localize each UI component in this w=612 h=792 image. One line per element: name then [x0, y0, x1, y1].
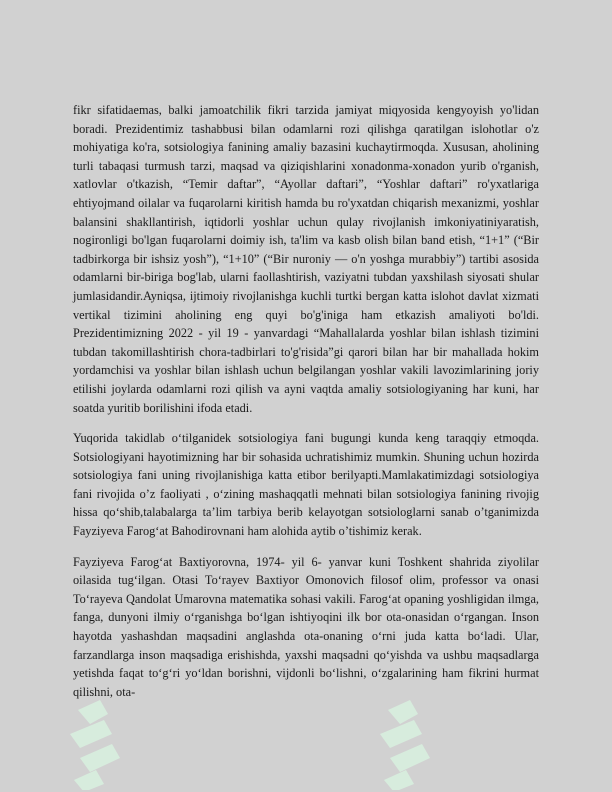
- paragraph-1: fikr sifatidaemas, balki jamoatchilik fikri tarzida jamiyat miqyosida kengyoyish yo'lidan boradi. Prezidentimiz tashabbusi bilan odamlarni rozi qilishga qaratilgan islohotlar o'z mohiyatiga ko'ra, sotsiologiya fanining amaliy bazasini kuchaytirmoqda. Xususan, aholining turli tabaqasi turmush tarzi, maqsad va qiziqishlarini xonadonma-xonadon yurib o'rganish, xatlovlar o'tkazish, “Temir daftar”, “Ayollar daftari”, “Yoshlar daftari” ro'yxatlariga ehtiyojmand oilalar va fuqarolarni kiritish hamda bu ro'yxatdan chiqarish mexanizmi, yoshlar balansini shakllantirish, iqtidorli yoshlar uchun qulay rivojlanish imkoniyatiniyaratish, nogironligi bo'lgan fuqarolarni doimiy ish, ta'lim va kasb olish bilan band etish, “1+1” (“Bir tadbirkorga bir ishsiz yosh”), “1+10” (“Bir nuroniy — o'n yoshga murabbiy”) tartibi asosida odamlarni bir-biriga bog'lab, ularni faollashtirish, vaziyatni tubdan yaxshilash siyosati shular jumlasidandir.Ayniqsa, ijtimoiy rivojlanishga kuchli turtki bergan katta islohot davlat xizmati vertikal tizimini aholining eng quyi bo'g'iniga ham etkazish amaliyoti bo'ldi. Prezidentimizning 2022 - yil 19 - yanvardagi “Mahallalarda yoshlar bilan ishlash tizimini tubdan takomillashtirish chora-tadbirlari to'g'risida”gi qarori bilan har bir mahallada hokim yordamchisi va yoshlar bilan ishlash uchun belgilangan yoshlar vakili lavozimlarining joriy etilishi joylarda odamlarni rozi qilish va ayni vaqtda amaliy sotsiologiyaning har kuni, har soatda yuritib borilishini ifoda etadi.: [73, 103, 539, 415]
- paragraph-2: Yuqorida takidlab o‘tilganidek sotsiologiya fani bugungi kunda keng taraqqiy etmoqda. Sotsiologiyani hayotimizning har bir sohasida uchratishimiz mumkin. Shuning uchun hozirda sotsiologiya fani uning rivojlanishiga katta etibor berilyapti.Mamlakatimizdagi sotsiologiya fani rivojida o’z faoliyati , o‘zining mashaqqatli mehnati bilan sotsiologiya fanining rivojig hissa qo‘shib,talabalarga ta’lim tarbiya berib kelayotgan sotsiologlarni sanab o’tganimizda Fayziyeva Farog‘at Bahodirovnani ham alohida aytib o’tishimiz kerak.: [73, 431, 539, 539]
- watermark-logo-icon: [370, 700, 440, 790]
- body-text: [73, 101, 539, 713]
- watermark-logo-icon: [60, 700, 130, 790]
- paragraph-3: Fayziyeva Farog‘at Baxtiyorovna, 1974- yil 6- yanvar kuni Toshkent shahrida ziyolilar oilasida tug‘ilgan. Otasi To‘rayev Baxtiyor Omonovich filosof olim, professor va onasi To‘rayeva Qandolat Umarovna matematika sohasi vakili. Farog‘at opaning yoshligidan ilmga, fanga, dunyoni ilmiy o‘rganishga bo‘lgan ishtiyoqini ilk bor ota-onasidan o‘rgangan. Inson hayotda yashashdan maqsadini anglashda ota-onaning o‘rni juda katta bo‘ladi. Ular, farzandlarga inson maqsadiga erishishda, yaxshi maqsadni qo‘yishda va ushbu maqsadlarga yetishda faqat to‘g‘ri yo‘ldan borishni, vijdonli bo‘lishni, o‘zgalarining ham fikrini hurmat qilishni, ota-: [73, 554, 539, 699]
